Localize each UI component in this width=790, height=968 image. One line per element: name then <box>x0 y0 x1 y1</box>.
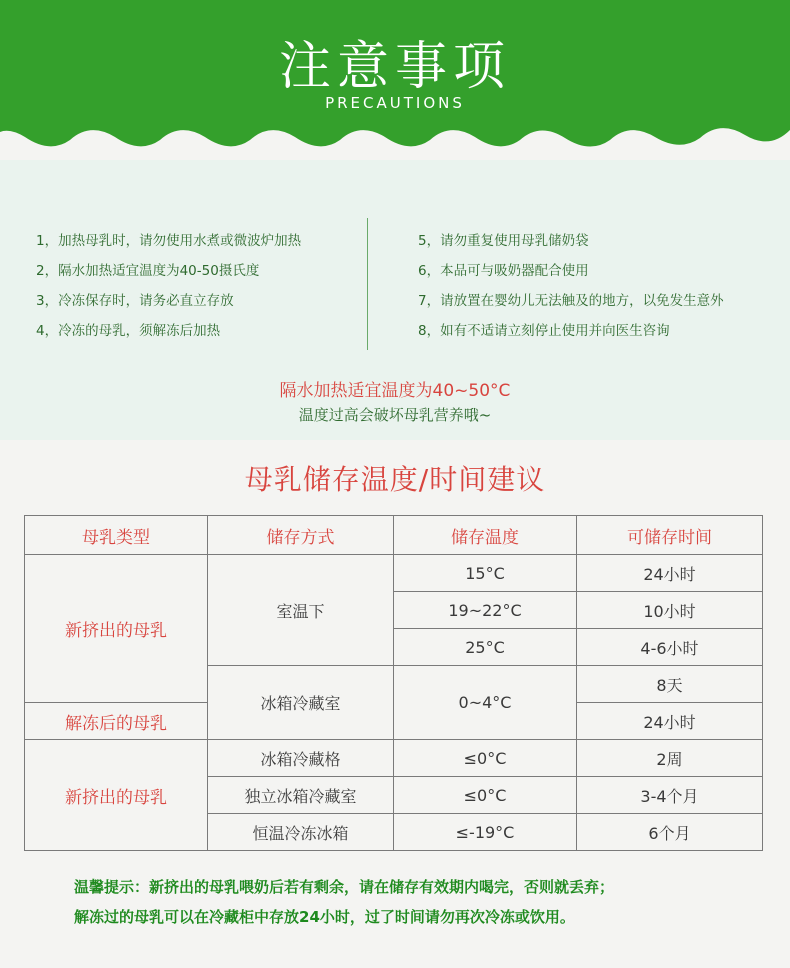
nutrition-warning-note: 温度过高会破坏母乳营养哦~ <box>298 406 492 424</box>
page-title: 注意事项 <box>278 37 511 97</box>
milk-type-cell: 新挤出的母乳 <box>25 740 208 851</box>
table-header-row <box>25 516 763 555</box>
storage-table <box>24 515 763 851</box>
precaution-item: 1，加热母乳时，请勿使用水煮或微波炉加热 <box>36 233 302 249</box>
precaution-item: 2，隔水加热适宜温度为40-50摄氏度 <box>36 263 260 279</box>
duration-cell: 3-4个月 <box>577 777 763 814</box>
page-subtitle: PRECAUTIONS <box>325 94 465 112</box>
duration-cell: 10小时 <box>577 592 763 629</box>
header-method: 储存方式 <box>208 516 394 555</box>
precautions-right-list <box>418 226 724 346</box>
warm-tips <box>74 872 614 932</box>
storage-method-cell: 室温下 <box>208 555 394 666</box>
temperature-cell: ≤0°C <box>394 777 577 814</box>
tip-line: 解冻过的母乳可以在冷藏柜中存放24小时，过了时间请勿再次冷冻或饮用。 <box>74 908 575 926</box>
temperature-cell: ≤-19°C <box>394 814 577 851</box>
precaution-item: 4，冷冻的母乳，须解冻后加热 <box>36 323 221 339</box>
precaution-item: 3，冷冻保存时，请务必直立存放 <box>36 293 234 309</box>
column-divider <box>367 218 368 350</box>
header-temperature: 储存温度 <box>394 516 577 555</box>
duration-cell: 8天 <box>577 666 763 703</box>
storage-method-cell: 冰箱冷藏室 <box>208 666 394 740</box>
temperature-cell: ≤0°C <box>394 740 577 777</box>
header-duration: 可储存时间 <box>577 516 763 555</box>
milk-type-cell: 新挤出的母乳 <box>25 555 208 703</box>
temperature-cell: 0~4°C <box>394 666 577 740</box>
storage-method-cell: 冰箱冷藏格 <box>208 740 394 777</box>
duration-cell: 4-6小时 <box>577 629 763 666</box>
header-type: 母乳类型 <box>25 516 208 555</box>
table-row <box>25 555 763 592</box>
storage-method-cell: 恒温冷冻冰箱 <box>208 814 394 851</box>
table-row <box>25 740 763 777</box>
duration-cell: 2周 <box>577 740 763 777</box>
precaution-item: 7，请放置在婴幼儿无法触及的地方，以免发生意外 <box>418 293 724 309</box>
duration-cell: 24小时 <box>577 703 763 740</box>
header-banner <box>0 0 790 160</box>
heating-temperature-note: 隔水加热适宜温度为40~50°C <box>279 381 511 401</box>
temperature-cell: 19~22°C <box>394 592 577 629</box>
tip-line: 温馨提示：新挤出的母乳喂奶后若有剩余，请在储存有效期内喝完，否则就丢弃； <box>74 878 615 896</box>
storage-table-title: 母乳储存温度/时间建议 <box>244 463 546 496</box>
duration-cell: 24小时 <box>577 555 763 592</box>
temperature-cell: 15°C <box>394 555 577 592</box>
precaution-item: 8，如有不适请立刻停止使用并向医生咨询 <box>418 323 670 339</box>
precaution-item: 6，本品可与吸奶器配合使用 <box>418 263 589 279</box>
duration-cell: 6个月 <box>577 814 763 851</box>
precaution-item: 5，请勿重复使用母乳储奶袋 <box>418 233 589 249</box>
storage-method-cell: 独立冰箱冷藏室 <box>208 777 394 814</box>
precautions-left-list <box>36 226 301 346</box>
milk-type-cell: 解冻后的母乳 <box>25 703 208 740</box>
temperature-cell: 25°C <box>394 629 577 666</box>
